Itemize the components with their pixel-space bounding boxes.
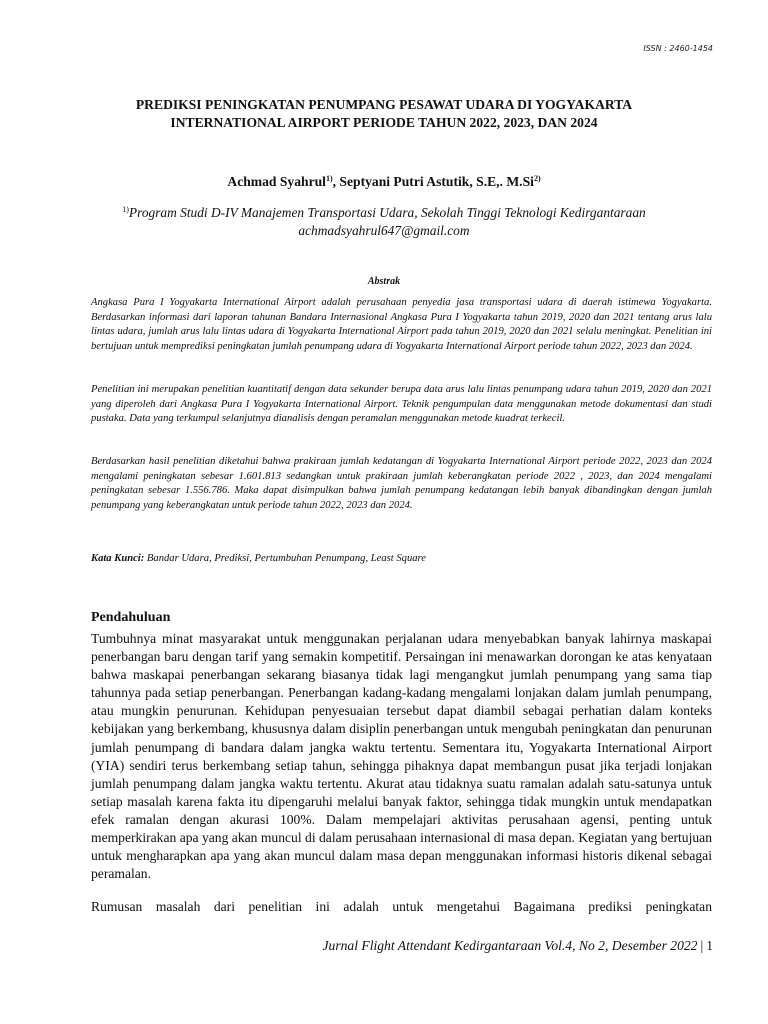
author-list bbox=[90, 174, 678, 190]
author-1-name: Achmad Syahrul bbox=[227, 174, 326, 189]
keywords-text: Bandar Udara, Prediksi, Pertumbuhan Penumpang, Least Square bbox=[144, 553, 426, 564]
title-line-2: INTERNATIONAL AIRPORT PERIODE TAHUN 2022, 2023, DAN 2024 bbox=[170, 115, 598, 130]
author-1-affiliation-mark: 1) bbox=[325, 174, 333, 183]
abstract-paragraph: Penelitian ini merupakan penelitian kuantitatif dengan data sekunder berupa data arus lalu lintas penumpang udara tahun 2019, 2020 dan 2021 yang diperoleh dari Angkasa Pura I Yogyakarta International Airport. Teknik pengumpulan data menggunakan metode dokumentasi dan studi pustaka. Data yang terkumpul selanjutnya dianalisis dengan peramalan menggunakan metode kuadrat terkecil. bbox=[91, 384, 712, 424]
body-paragraph: Tumbuhnya minat masyarakat untuk menggunakan perjalanan udara menyebabkan banyak lahirnya maskapai penerbangan baru dengan tarif yang semakin kompetitif. Persaingan ini menawarkan dorongan ke atas kenyataan bahwa maskapai penerbangan sekarang biasanya tidak lagi mengangkut jumlah penumpang yang sama tiap tahunnya pada setiap penerbangan. Penerbangan kadang-kadang mengalami lonjakan dalam jumlah penumpang, atau mungkin penurunan. Kehidupan penyesuaian tersebut dapat diambil sebagai perhatian dalam konteks kebijakan yang berkembang, khususnya dalam disiplin penerbangan untuk mengubah peningkatan dan penurunan jumlah penumpang di bandara dalam jangka waktu tertentu. Sementara itu, Yogyakarta International Airport (YIA) sendiri terus berkembang setiap tahun, sehingga pihaknya dapat membangun pusat jika terjadi lonjakan jumlah penumpang dalam jangka waktu tertentu. Akurat atau tidaknya suatu ramalan adalah satu-satunya untuk setiap masalah karena fakta itu dipengaruhi melalui banyak faktor, sehingga tidak mungkin untuk mendapatkan efek ramalan dengan akurasi 100%. Dalam mempelajari aktivitas perusahaan agensi, penting untuk memperkirakan apa yang akan muncul di dalam perusahaan internasional di masa depan. Kegiatan yang bertujuan untuk mengharapkan apa yang akan muncul dalam masa depan menggunakan informasi historis dikenal sebagai peramalan. bbox=[91, 631, 712, 882]
page-number: 1 bbox=[706, 938, 713, 953]
affiliation-mark: 1) bbox=[122, 205, 129, 214]
affiliation-line bbox=[60, 204, 708, 222]
section-heading: Pendahuluan bbox=[91, 610, 171, 625]
affiliation-program: Program Studi D-IV Manajemen Transportasi Udara bbox=[128, 205, 415, 220]
author-separator: , bbox=[332, 174, 340, 189]
author-email: achmadsyahrul647@gmail.com bbox=[298, 223, 470, 238]
author-2-name: Septyani Putri Astutik, S.E,. M.Si bbox=[339, 174, 534, 189]
page-footer bbox=[323, 938, 713, 954]
author-2-affiliation-mark: 2) bbox=[533, 174, 541, 183]
title-line-1: PREDIKSI PENINGKATAN PENUMPANG PESAWAT UDARA DI YOGYAKARTA bbox=[135, 97, 633, 112]
body-paragraph: Rumusan masalah dari penelitian ini adalah untuk mengetahui Bagaimana prediksi peningkatan bbox=[91, 899, 712, 914]
keywords-label: Kata Kunci: bbox=[91, 553, 145, 564]
issn-label: ISSN : 2460-1454 bbox=[643, 44, 713, 53]
affiliation bbox=[60, 204, 708, 240]
journal-name: Jurnal Flight Attendant Kedirgantaraan Vol.4, No 2, Desember 2022 bbox=[322, 938, 698, 953]
abstract-paragraph: Berdasarkan hasil penelitian diketahui bahwa prakiraan jumlah kedatangan di Yogyakarta International Airport periode 2022, 2023 dan 2024 mengalami peningkatan sebesar 1.601.813 sedangkan untuk prakiraan jumlah keberangkatan periode 2022 , 2023, dan 2024 mengalami peningkatan sebesar 1.556.786. Maka dapat disimpulkan bahwa jumlah penumpang kedatangan lebih banyak dibandingkan dengan jumlah penumpang yang keberangkatan untuk periode tahun 2022, 2023 dan 2024. bbox=[91, 456, 712, 511]
affiliation-separator: , bbox=[414, 205, 421, 220]
keywords bbox=[91, 553, 712, 564]
footer-separator: | bbox=[700, 938, 704, 953]
abstract-heading: Abstrak bbox=[367, 276, 401, 287]
affiliation-institution: Sekolah Tinggi Teknologi Kedirgantaraan bbox=[420, 205, 646, 220]
abstract-paragraph: Angkasa Pura I Yogyakarta International Airport adalah perusahaan penyedia jasa transportasi udara di daerah istimewa Yogyakarta. Berdasarkan informasi dari laporan tahunan Bandara Internasional Angkasa Pura I Yogyakarta tahun 2019, 2020 dan 2021 tentang arus lalu lintas udara, jumlah arus lalu lintas udara di Yogyakarta International Airport pada tahun 2019, 2020 dan 2021 selalu meningkat. Penelitian ini bertujuan untuk memprediksi peningkatan jumlah penumpang udara di Yogyakarta International Airport periode tahun 2022, 2023 dan 2024. bbox=[91, 297, 712, 352]
paper-title bbox=[90, 96, 678, 132]
